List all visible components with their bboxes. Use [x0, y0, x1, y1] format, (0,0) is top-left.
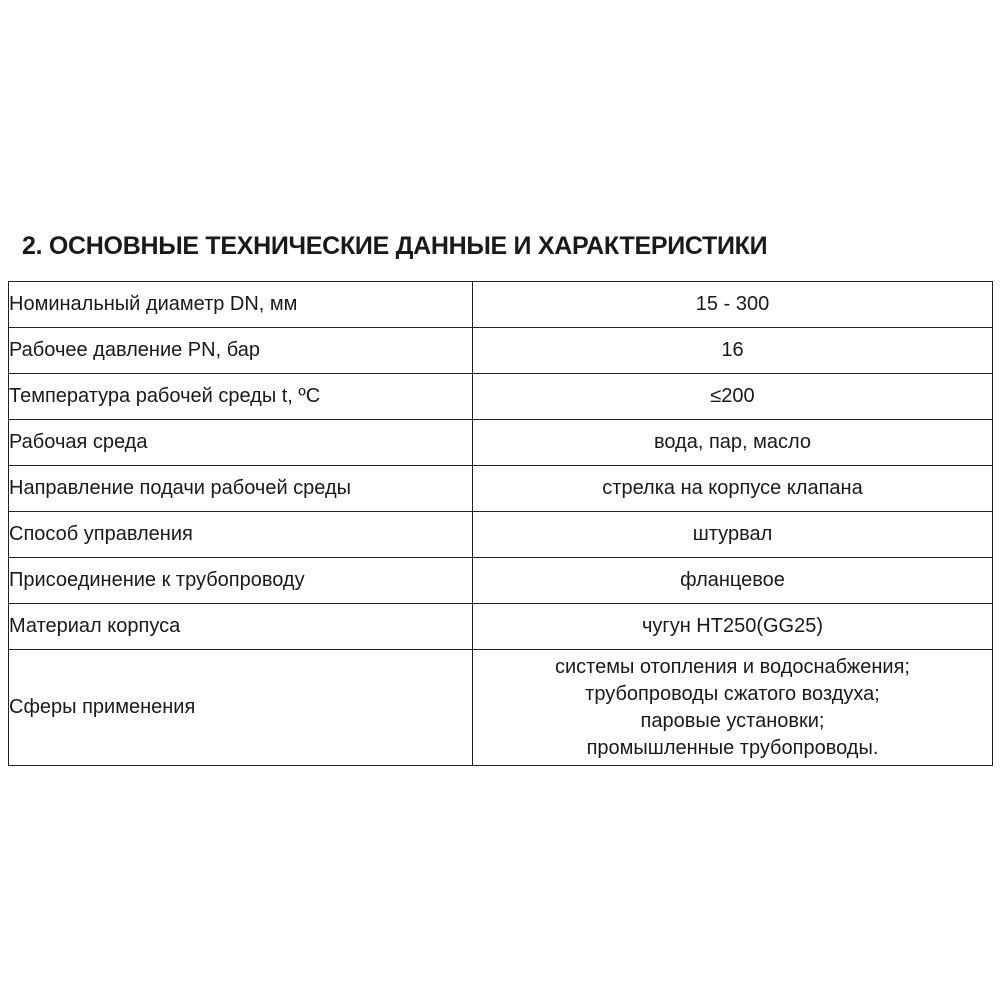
- spec-row-flow-direction: [9, 466, 993, 512]
- spec-row-working-medium: [9, 420, 993, 466]
- spec-value: чугун HT250(GG25): [473, 604, 993, 650]
- spec-label: Номинальный диаметр DN, мм: [9, 282, 473, 328]
- application-line: трубопроводы сжатого воздуха;: [585, 682, 880, 705]
- spec-row-working-pressure: [9, 328, 993, 374]
- spec-label: Присоединение к трубопроводу: [9, 558, 473, 604]
- spec-row-body-material: [9, 604, 993, 650]
- spec-value: стрелка на корпусе клапана: [473, 466, 993, 512]
- spec-row-nominal-diameter: [9, 282, 993, 328]
- spec-label: Материал корпуса: [9, 604, 473, 650]
- spec-value: вода, пар, масло: [473, 420, 993, 466]
- application-line: паровые установки;: [640, 709, 825, 732]
- section-title: 2. ОСНОВНЫЕ ТЕХНИЧЕСКИЕ ДАННЫЕ И ХАРАКТЕРИСТИКИ: [22, 232, 768, 260]
- spec-label: Сферы применения: [9, 650, 473, 766]
- spec-value: фланцевое: [473, 558, 993, 604]
- spec-value: штурвал: [473, 512, 993, 558]
- spec-row-application: [9, 650, 993, 766]
- spec-label: Способ управления: [9, 512, 473, 558]
- spec-label: Рабочее давление PN, бар: [9, 328, 473, 374]
- spec-label: Температура рабочей среды t, ºС: [9, 374, 473, 420]
- application-line: промышленные трубопроводы.: [586, 736, 879, 759]
- spec-value: 15 - 300: [473, 282, 993, 328]
- spec-value: 16: [473, 328, 993, 374]
- spec-row-temperature: [9, 374, 993, 420]
- spec-value-list: [473, 650, 993, 766]
- spec-label: Рабочая среда: [9, 420, 473, 466]
- spec-label: Направление подачи рабочей среды: [9, 466, 473, 512]
- application-line: системы отопления и водоснабжения;: [555, 655, 910, 678]
- spec-value: ≤200: [473, 374, 993, 420]
- specs-table: [8, 281, 993, 766]
- spec-row-connection: [9, 558, 993, 604]
- spec-row-control-method: [9, 512, 993, 558]
